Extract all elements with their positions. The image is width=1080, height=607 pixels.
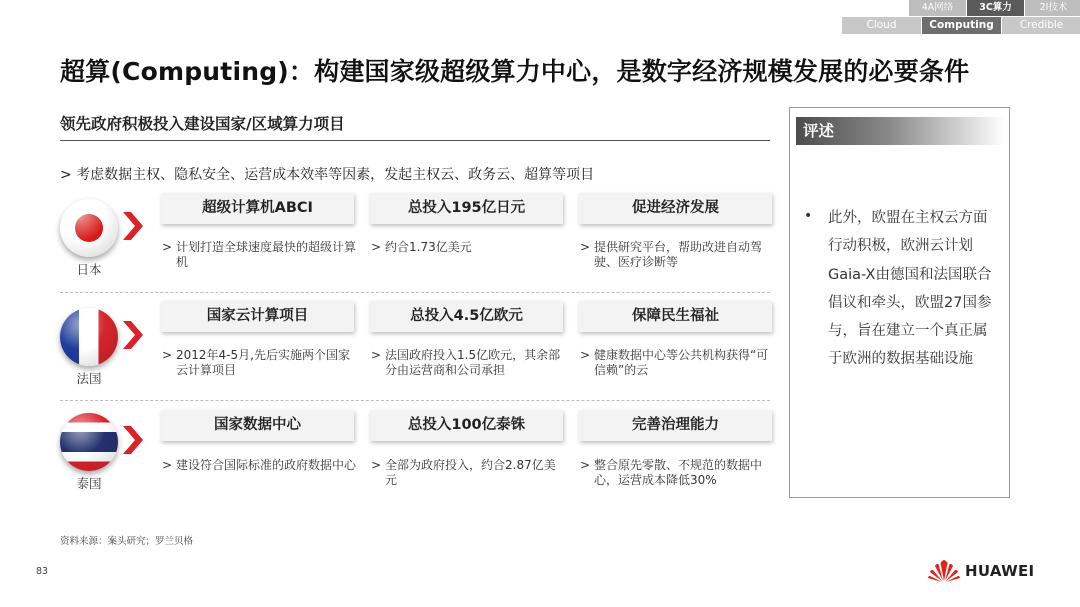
page-number: 83 [36, 566, 49, 577]
card-title: 总投入195亿日元 [370, 193, 563, 224]
card-title: 促进经济发展 [579, 193, 772, 224]
france-flag-icon [60, 308, 118, 366]
card-description: > 提供研究平台，帮助改进自动驾驶、医疗诊断等 [580, 240, 775, 270]
card-description: > 健康数据中心等公共机构获得“可信赖”的云 [580, 348, 775, 378]
card-title: 保障民生福祉 [579, 301, 772, 332]
thailand-flag-icon [60, 413, 118, 471]
country-label: 泰国 [76, 476, 102, 491]
huawei-logo [927, 559, 1034, 583]
top-nav [908, 0, 1080, 16]
page-title: 超算(Computing)：构建国家级超级算力中心，是数字经济规模发展的必要条件 [60, 57, 970, 86]
country-france [58, 308, 120, 387]
tab-credible[interactable]: Credible [1002, 17, 1080, 34]
card-title: 超级计算机ABCI [161, 193, 354, 224]
card-description: > 建设符合国际标准的政府数据中心 [162, 458, 357, 473]
section-subtitle: 领先政府积极投入建设国家/区域算力项目 [60, 115, 345, 133]
chevron-right-icon [123, 212, 145, 240]
comment-panel [789, 107, 1010, 498]
card-description: > 法国政府投入1.5亿欧元，其余部分由运营商和公司承担 [371, 348, 566, 378]
tab-3c[interactable]: 3C算力 [967, 0, 1024, 16]
tab-2i[interactable]: 2I技术 [1025, 0, 1080, 16]
card-title: 总投入4.5亿欧元 [370, 301, 563, 332]
chevron-right-icon [123, 321, 145, 349]
huawei-flower-icon [927, 559, 961, 583]
row-divider [60, 292, 770, 293]
card-description: > 约合1.73亿美元 [371, 240, 566, 255]
tab-computing[interactable]: Computing [922, 17, 1001, 34]
card-title: 完善治理能力 [579, 410, 772, 441]
sub-nav [841, 17, 1080, 34]
logo-text: HUAWEI [965, 562, 1035, 580]
country-label: 日本 [76, 262, 102, 277]
card-description: > 2012年4-5月,先后实施两个国家云计算项目 [162, 348, 357, 378]
comment-text: 此外，欧盟在主权云方面行动积极，欧洲云计划Gaia-X由德国和法国联合倡议和牵头，欧盟27国参与，旨在建立一个真正属于欧洲的数据基础设施 [828, 210, 992, 368]
card-description: > 计划打造全球速度最快的超级计算机 [162, 240, 357, 270]
source-note: 资料来源：案头研究；罗兰贝格 [60, 536, 194, 547]
chevron-right-icon [123, 426, 145, 454]
tab-cloud[interactable]: Cloud [842, 17, 921, 34]
japan-flag-icon [60, 199, 118, 257]
row-divider [60, 400, 770, 401]
tab-4a[interactable]: 4A网络 [909, 0, 966, 16]
comment-heading: 评述 [796, 117, 1005, 145]
card-description: > 全部为政府投入，约合2.87亿美元 [371, 458, 566, 488]
country-thailand [58, 413, 120, 492]
bullet-icon: • [804, 208, 813, 224]
country-label: 法国 [76, 371, 102, 386]
subtitle-divider [60, 140, 770, 141]
card-description: > 整合原先零散、不规范的数据中心，运营成本降低30% [580, 458, 775, 488]
card-title: 国家数据中心 [161, 410, 354, 441]
card-title: 总投入100亿泰铢 [370, 410, 563, 441]
country-japan [58, 199, 120, 278]
intro-text: > 考虑数据主权、隐私安全、运营成本效率等因素，发起主权云、政务云、超算等项目 [60, 167, 595, 183]
card-title: 国家云计算项目 [161, 301, 354, 332]
